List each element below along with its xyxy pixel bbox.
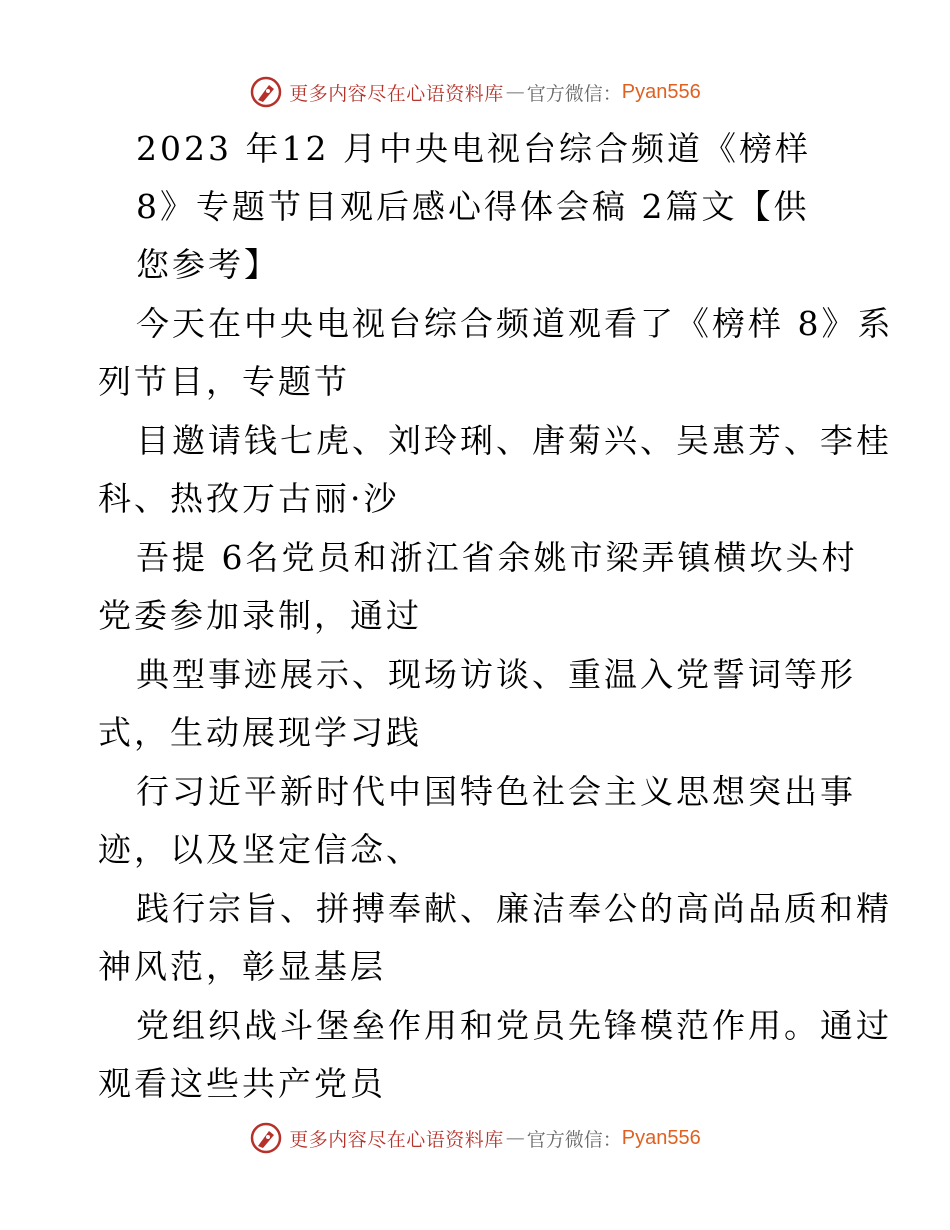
body-line-10: 迹，以及坚定信念、 xyxy=(98,830,422,869)
body-line-4: 科、热孜万古丽·沙 xyxy=(98,479,400,518)
pen-nib-circle-icon xyxy=(249,75,283,109)
body-line-9: 行习近平新时代中国特色社会主义思想突出事 xyxy=(136,772,856,811)
body-line-5: 吾提 6名党员和浙江省余姚市梁弄镇横坎头村 xyxy=(136,538,858,577)
body-line-11: 践行宗旨、拼搏奉献、廉洁奉公的高尚品质和精 xyxy=(136,889,892,928)
body-line-3: 目邀请钱七虎、刘玲琍、唐菊兴、吴惠芳、李桂 xyxy=(136,421,892,460)
body-line-7: 典型事迹展示、现场访谈、重温入党誓词等形 xyxy=(136,655,856,694)
body-line-6: 党委参加录制，通过 xyxy=(98,596,422,635)
title-line-2: 8》专题节目观后感心得体会稿 2篇文【供 xyxy=(136,187,810,226)
watermark-dash: — xyxy=(505,81,525,103)
title-line-1: 2023 年12 月中央电视台综合频道《榜样 xyxy=(136,129,811,168)
watermark-dash: — xyxy=(505,1127,525,1149)
watermark-brand: 更多内容尽在心语资料库 xyxy=(289,1128,504,1151)
watermark-label: 官方微信： xyxy=(526,1128,622,1151)
pen-nib-circle-icon xyxy=(249,1121,283,1155)
body-line-2: 列节目，专题节 xyxy=(98,362,350,401)
header-watermark xyxy=(0,70,950,114)
watermark-label: 官方微信： xyxy=(526,82,622,105)
footer-watermark xyxy=(0,1116,950,1160)
body-line-14: 观看这些共产党员 xyxy=(98,1064,386,1103)
body-line-8: 式，生动展现学习践 xyxy=(98,713,422,752)
body-line-1: 今天在中央电视台综合频道观看了《榜样 8》系 xyxy=(136,304,894,343)
body-line-12: 神风范，彰显基层 xyxy=(98,947,386,986)
watermark-wechat-id: Pyan556 xyxy=(621,1126,701,1149)
watermark-wechat-id: Pyan556 xyxy=(621,80,701,103)
body-line-13: 党组织战斗堡垒作用和党员先锋模范作用。通过 xyxy=(136,1006,892,1045)
title-line-3: 您参考】 xyxy=(136,245,280,284)
watermark-brand: 更多内容尽在心语资料库 xyxy=(289,82,504,105)
